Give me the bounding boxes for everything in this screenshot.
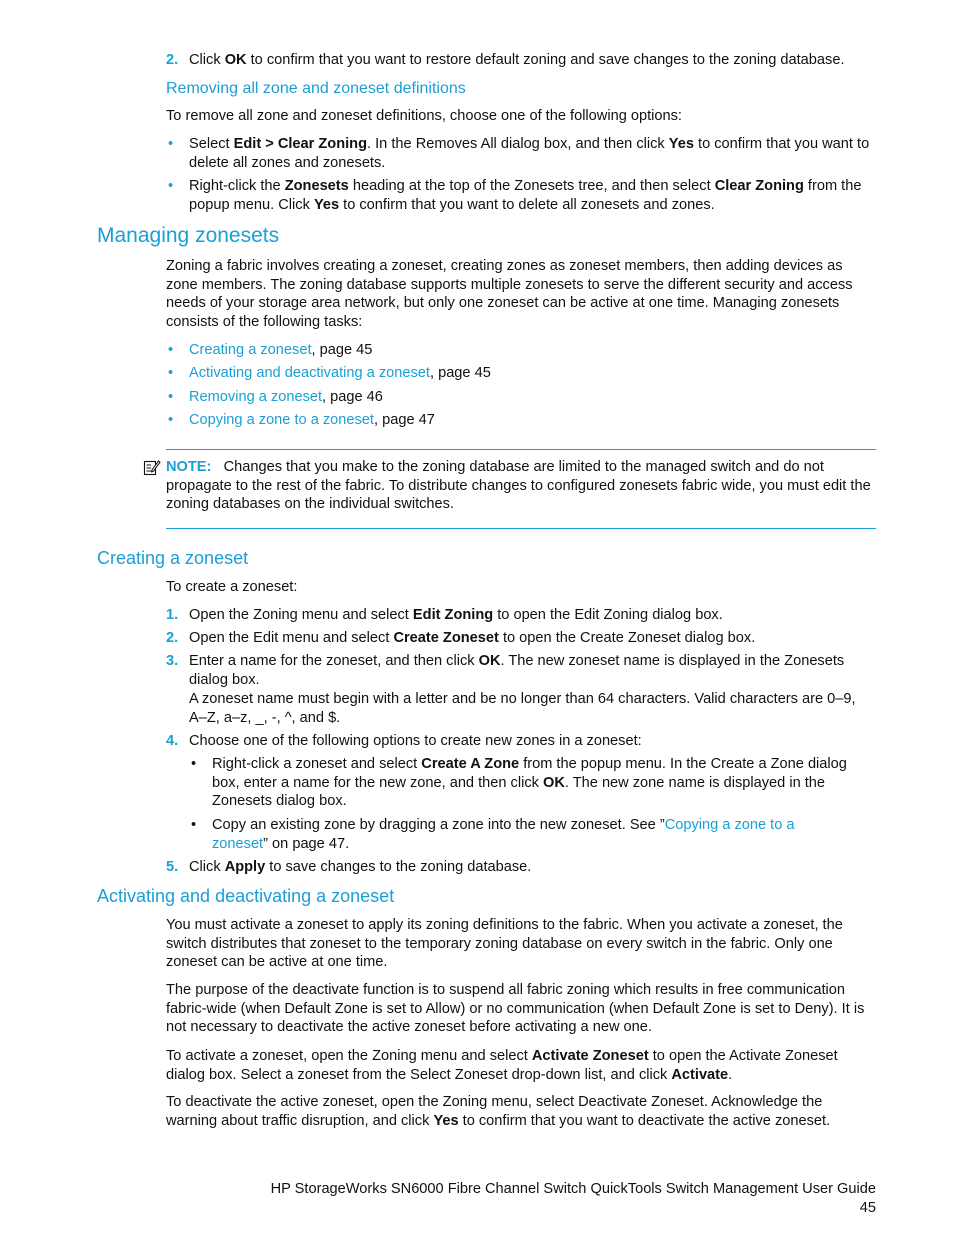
note-icon <box>143 459 161 477</box>
step-number: 1. <box>166 607 179 623</box>
page-number: 45 <box>859 1199 876 1216</box>
page-footer <box>262 1180 876 1217</box>
section-heading-activating-zoneset: Activating and deactivating a zoneset <box>97 886 395 906</box>
list-item: Activating and deactivating a zoneset, page 45 <box>189 365 491 381</box>
bullet-icon: • <box>168 178 174 194</box>
step-text: Open the Edit menu and select Create Zoneset to open the Create Zoneset dialog box. <box>189 630 756 646</box>
step-text: Choose one of the following options to create new zones in a zoneset: <box>189 733 642 749</box>
step-number: 3. <box>166 653 179 669</box>
bullet-icon: • <box>168 136 174 152</box>
step-number: 2. <box>166 630 179 646</box>
link-creating-zoneset[interactable]: Creating a zoneset <box>189 342 312 358</box>
note-label: NOTE: <box>166 459 212 475</box>
paragraph: To deactivate the active zoneset, open the Zoning menu, select Deactivate Zoneset. Acknowledge the warning about traffic disruption, and click Yes to confirm that you want to deactivate the active zoneset. <box>166 1094 831 1129</box>
sub-list-item: Right-click a zoneset and select Create A Zone from the popup menu. In the Create a Zone dialog box, enter a name for the new zone, and then click OK. The new zone name is displayed in the Zonesets dialog box. <box>212 756 847 810</box>
section-heading-creating-zoneset: Creating a zoneset <box>97 548 249 568</box>
bullet-icon: • <box>191 817 197 833</box>
section-heading-managing-zonesets: Managing zonesets <box>97 224 280 247</box>
link-activating-zoneset[interactable]: Activating and deactivating a zoneset <box>189 365 430 381</box>
paragraph: To activate a zoneset, open the Zoning menu and select Activate Zoneset to open the Activate Zoneset dialog box. Select a zoneset from the Select Zoneset drop-down list, and click Activate. <box>166 1048 838 1083</box>
link-copying-zone[interactable]: Copying a zone to a zoneset <box>212 817 795 852</box>
list-item: Right-click the Zonesets heading at the top of the Zonesets tree, and then select Clear Zoning from the popup menu. Click Yes to confirm that you want to delete all zonesets and zones. <box>189 178 862 213</box>
footer-title: HP StorageWorks SN6000 Fibre Channel Switch QuickTools Switch Management User Guide <box>270 1181 876 1197</box>
bullet-icon: • <box>168 412 174 428</box>
note-bottom-rule <box>166 528 876 529</box>
bullet-icon: • <box>168 342 174 358</box>
step-number: 4. <box>166 733 179 749</box>
paragraph: The purpose of the deactivate function is to suspend all fabric zoning which results in free communication fabric-wide (when Default Zone is set to Allow) or no communication (when Default Zone is set to Deny). It is not necessary to deactivate the active zoneset before activating a new one. <box>166 982 865 1036</box>
sub-list-item: Copy an existing zone by dragging a zone into the new zoneset. See ”Copying a zone to a zoneset” on page 47. <box>212 817 795 852</box>
link-copying-zone[interactable]: Copying a zone to a zoneset <box>189 412 374 428</box>
step-text: Enter a name for the zoneset, and then click OK. The new zoneset name is displayed in the Zonesets dialog box. <box>189 653 845 688</box>
list-item: Removing a zoneset, page 46 <box>189 389 383 405</box>
list-item: Creating a zoneset, page 45 <box>189 342 373 358</box>
section-heading-removing-all: Removing all zone and zoneset definitions <box>166 80 466 97</box>
paragraph: Zoning a fabric involves creating a zoneset, creating zones as zoneset members, then adding devices as zone members. The zoning database supports multiple zonesets to serve the different security and access needs of your storage area network, but only one zoneset can be active at one time. Managing zonesets consists of the following tasks: <box>166 258 853 330</box>
step-text: Open the Zoning menu and select Edit Zoning to open the Edit Zoning dialog box. <box>189 607 723 623</box>
bullet-icon: • <box>168 365 174 381</box>
list-item: Copying a zone to a zoneset, page 47 <box>189 412 435 428</box>
step-text: Click OK to confirm that you want to restore default zoning and save changes to the zoning database. <box>189 52 845 68</box>
bullet-icon: • <box>191 756 197 772</box>
link-removing-zoneset[interactable]: Removing a zoneset <box>189 389 323 405</box>
note-top-rule <box>166 449 876 450</box>
paragraph: You must activate a zoneset to apply its zoning definitions to the fabric. When you activate a zoneset, the switch distributes that zoneset to the temporary zoning database on every switch in the fabric. Only one zoneset can be active at one time. <box>166 917 843 971</box>
step-note: A zoneset name must begin with a letter and be no longer than 64 characters. Valid characters are 0–9, A–Z, a–z, _, -, ^, and $. <box>189 691 856 726</box>
step-number: 2. <box>166 52 179 68</box>
note-text: NOTE: Changes that you make to the zoning database are limited to the managed switch and do not propagate to the rest of the fabric. To distribute changes to configured zonesets fabric wide, you must edit the zoning databases on the individual switches. <box>166 459 871 513</box>
list-item: Select Edit > Clear Zoning. In the Removes All dialog box, and then click Yes to confirm that you want to delete all zones and zonesets. <box>189 136 870 171</box>
step-text: Click Apply to save changes to the zoning database. <box>189 859 532 875</box>
paragraph: To create a zoneset: <box>166 579 298 595</box>
step-number: 5. <box>166 859 179 875</box>
paragraph: To remove all zone and zoneset definitions, choose one of the following options: <box>166 108 682 124</box>
bullet-icon: • <box>168 389 174 405</box>
